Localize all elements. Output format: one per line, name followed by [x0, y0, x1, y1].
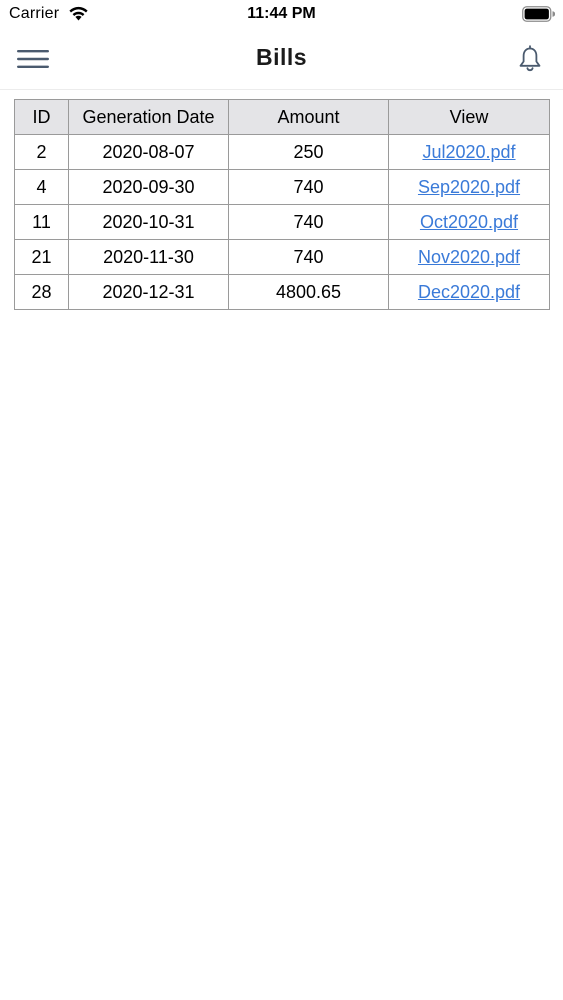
cell-view	[389, 240, 550, 275]
table-row	[15, 170, 550, 205]
cell-view	[389, 170, 550, 205]
carrier-label: Carrier	[9, 5, 60, 22]
cell-generation-date: 2020-08-07	[69, 135, 229, 170]
cell-id: 28	[15, 275, 69, 310]
table-row	[15, 240, 550, 275]
cell-id: 11	[15, 205, 69, 240]
cell-id: 2	[15, 135, 69, 170]
pdf-link[interactable]: Oct2020.pdf	[419, 211, 519, 232]
cell-amount: 740	[229, 205, 389, 240]
cell-generation-date: 2020-12-31	[69, 275, 229, 310]
cell-amount: 740	[229, 240, 389, 275]
cell-view	[389, 135, 550, 170]
bills-table	[14, 99, 550, 310]
bell-icon[interactable]	[517, 45, 543, 73]
column-header-id: ID	[15, 100, 69, 135]
table-row	[15, 275, 550, 310]
navigation-bar	[0, 30, 563, 90]
column-header-view: View	[389, 100, 550, 135]
battery-icon	[522, 6, 555, 22]
table-row	[15, 205, 550, 240]
cell-id: 21	[15, 240, 69, 275]
cell-amount: 250	[229, 135, 389, 170]
cell-generation-date: 2020-11-30	[69, 240, 229, 275]
pdf-link[interactable]: Dec2020.pdf	[417, 281, 521, 302]
table-row	[15, 135, 550, 170]
pdf-link[interactable]: Sep2020.pdf	[417, 176, 521, 197]
cell-amount: 4800.65	[229, 275, 389, 310]
cell-generation-date: 2020-10-31	[69, 205, 229, 240]
page-title: Bills	[255, 44, 308, 70]
pdf-link[interactable]: Nov2020.pdf	[417, 246, 521, 267]
column-header-amount: Amount	[229, 100, 389, 135]
cell-id: 4	[15, 170, 69, 205]
clock-time: 11:44 PM	[247, 5, 316, 22]
cell-generation-date: 2020-09-30	[69, 170, 229, 205]
cell-amount: 740	[229, 170, 389, 205]
cell-view	[389, 205, 550, 240]
cell-view	[389, 275, 550, 310]
column-header-generation-date: Generation Date	[69, 100, 229, 135]
status-bar	[0, 0, 563, 30]
pdf-link[interactable]: Jul2020.pdf	[422, 141, 516, 162]
table-header-row	[15, 100, 550, 135]
